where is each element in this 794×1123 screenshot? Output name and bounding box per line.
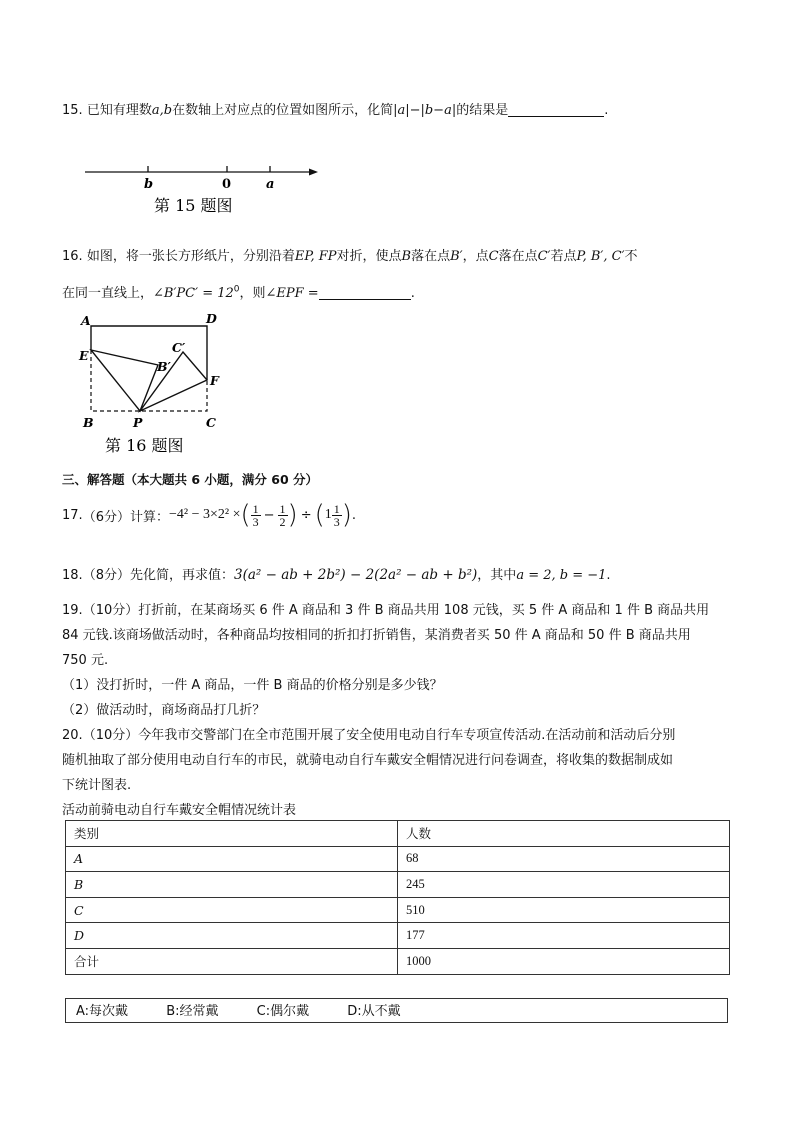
q18-score: （8分） — [82, 568, 130, 583]
table-header-count: 人数 — [398, 821, 730, 847]
numerator: 1 — [279, 501, 286, 516]
q16-text: 对折，使点 — [336, 249, 402, 264]
table-cell-count: 245 — [398, 872, 730, 898]
q19-score: （10分） — [82, 603, 139, 618]
q20-score: （10分） — [82, 728, 139, 743]
label-F: F — [210, 373, 219, 388]
q17-number: 17. — [62, 507, 83, 523]
table-cell-category: C — [66, 897, 398, 923]
q16-line1 — [62, 245, 638, 264]
legend-item-c: C:偶尔戴 — [256, 1004, 310, 1019]
q16-point: B′ — [450, 249, 463, 264]
label-P: P — [133, 415, 143, 430]
table-header-row — [66, 821, 730, 847]
q17-paren-open: ( — [240, 500, 251, 530]
denominator: 2 — [279, 514, 286, 529]
q17-fraction-mixed — [332, 503, 342, 528]
section-three-title: 三、解答题（本大题共 6 小题，满分 60 分） — [62, 472, 319, 487]
label-B: B — [83, 415, 94, 430]
table-cell-count: 510 — [398, 897, 730, 923]
q16-point: C′ — [537, 249, 551, 264]
q16-text: 若点 — [550, 249, 577, 264]
q15-expression: |a|−|b−a| — [393, 103, 457, 118]
q16-text: 不 — [624, 249, 638, 264]
q17-fraction-one-half — [278, 503, 288, 528]
q17-paren-close: ) — [287, 500, 298, 530]
q18-lead: 先化简，再求值： — [129, 568, 234, 583]
table-cell-total-label: 合计 — [66, 948, 398, 974]
q20-line1 — [62, 724, 675, 743]
q15-line — [62, 99, 608, 118]
label-C: C — [206, 415, 216, 430]
q18-number: 18. — [62, 568, 83, 583]
table-cell-total-count: 1000 — [398, 948, 730, 974]
q16-text: ，点 — [462, 249, 489, 264]
q16-end: . — [410, 286, 415, 301]
q20-table-title: 活动前骑电动自行车戴安全帽情况统计表 — [62, 803, 297, 818]
legend-item-b: B:经常戴 — [166, 1004, 219, 1019]
label-B-prime: B′ — [157, 359, 171, 374]
table-row — [66, 923, 730, 949]
table-row — [66, 872, 730, 898]
legend-item-a: A:每次戴 — [76, 1004, 129, 1019]
q19-sub-question-1: （1）没打折时，一件 A 商品，一件 B 商品的价格分别是多少钱？ — [62, 678, 443, 693]
q17-paren-open-2: ( — [314, 500, 325, 530]
q18-line — [62, 564, 611, 583]
q17-divide: ÷ — [300, 507, 312, 523]
label-0: 0 — [222, 177, 232, 192]
table-cell-category: A — [66, 846, 398, 872]
table-cell-count: 68 — [398, 846, 730, 872]
q20-text-line1: 今年我市交警部门在全市范围开展了安全使用电动自行车专项宣传活动.在活动前和活动后分别 — [138, 728, 676, 743]
table-row — [66, 897, 730, 923]
q16-point: C — [488, 249, 499, 264]
q17-fraction-one-third — [251, 503, 261, 528]
label-D: D — [206, 311, 217, 326]
table-total-row — [66, 948, 730, 974]
q15-text-c: 的结果是 — [456, 103, 509, 118]
q19-line3: 750 元. — [62, 653, 109, 668]
denominator: 3 — [252, 514, 259, 529]
folded-flap-right — [140, 352, 207, 411]
number-line-arrow — [309, 169, 318, 176]
q17-end: . — [351, 507, 357, 523]
q20-line2: 随机抽取了部分使用电动自行车的市民，就骑电动自行车戴安全帽情况进行问卷调查，将收集的数据制成如 — [62, 753, 674, 768]
q16-text: 落在点 — [411, 249, 451, 264]
q15-vars: a,b — [151, 103, 173, 118]
label-A: A — [81, 313, 91, 328]
q20-number: 20. — [62, 728, 83, 743]
folded-flap-left — [91, 350, 158, 411]
q20-legend-box — [65, 998, 728, 1023]
q16-text: 如图，将一张长方形纸片，分别沿着 — [86, 249, 295, 264]
q17-score: （6分） — [82, 509, 130, 525]
table-cell-category: B — [66, 872, 398, 898]
numerator: 1 — [252, 501, 259, 516]
q15-number-line-figure — [80, 160, 330, 220]
label-b: b — [144, 177, 154, 192]
q16-degree: 0 — [233, 284, 240, 295]
label-E: E — [79, 348, 89, 363]
q16-fold-lines: EP, FP — [294, 249, 337, 264]
q15-answer-blank[interactable] — [508, 102, 604, 117]
q16-answer-blank[interactable] — [319, 285, 411, 300]
q18-mid: ，其中 — [477, 568, 517, 583]
legend-item-d: D:从不戴 — [347, 1004, 401, 1019]
q16-points: P, B′, C′ — [576, 249, 625, 264]
table-row — [66, 846, 730, 872]
table-header-category: 类别 — [66, 821, 398, 847]
q18-expression: 3(a² − ab + 2b²) − 2(2a² − ab + b²) — [233, 567, 478, 583]
q19-text-line1: 打折前，在某商场买 6 件 A 商品和 3 件 B 商品共用 108 元钱，买 5 件 A 商品和 1 件 B 商品共用 — [138, 603, 710, 618]
numerator: 1 — [333, 501, 340, 516]
denominator: 3 — [333, 514, 340, 529]
q17-mixed-whole: 1 — [324, 507, 332, 522]
q19-line2: 84 元钱.该商场做活动时，各种商品均按相同的折扣打折销售，某消费者买 50 件 A 商品和 50 件 B 商品共用 — [62, 628, 691, 643]
q17-minus: − — [263, 507, 275, 523]
label-C-prime: C′ — [172, 340, 186, 355]
q16-angle-epf: ∠EPF = — [265, 286, 319, 301]
q17-line — [62, 500, 356, 530]
q17-paren-close-2: ) — [341, 500, 352, 530]
q16-point: B — [401, 249, 412, 264]
q18-end: . — [606, 568, 611, 583]
q16-rectangle-fold-figure — [75, 310, 235, 460]
q17-expression-start: −4² − 3×2² × — [168, 507, 241, 522]
q19-line1 — [62, 599, 709, 618]
q15-text-b: 在数轴上对应点的位置如图所示，化简 — [172, 103, 394, 118]
q16-line2 — [62, 282, 415, 301]
q18-condition: a = 2, b = −1 — [516, 568, 607, 583]
q16-text: 落在点 — [498, 249, 538, 264]
label-a: a — [266, 177, 275, 192]
table-cell-count: 177 — [398, 923, 730, 949]
q19-sub-question-2: （2）做活动时，商场商品打几折？ — [62, 703, 266, 718]
q15-end: . — [604, 103, 609, 118]
q15-figure-caption: 第 15 题图 — [154, 196, 233, 215]
q16-text: 在同一直线上， — [62, 286, 154, 301]
q19-number: 19. — [62, 603, 83, 618]
q16-figure-caption: 第 16 题图 — [105, 436, 184, 455]
q15-number: 15. — [62, 103, 83, 118]
q17-lead: 计算： — [129, 509, 169, 525]
q16-number: 16. — [62, 249, 83, 264]
q20-statistics-table — [65, 820, 730, 975]
q20-line3: 下统计图表. — [62, 778, 132, 793]
table-cell-category: D — [66, 923, 398, 949]
q16-text: ，则 — [239, 286, 266, 301]
q16-angle: ∠B′PC′ = 12 — [153, 286, 234, 301]
q15-text-a: 已知有理数 — [86, 103, 152, 118]
